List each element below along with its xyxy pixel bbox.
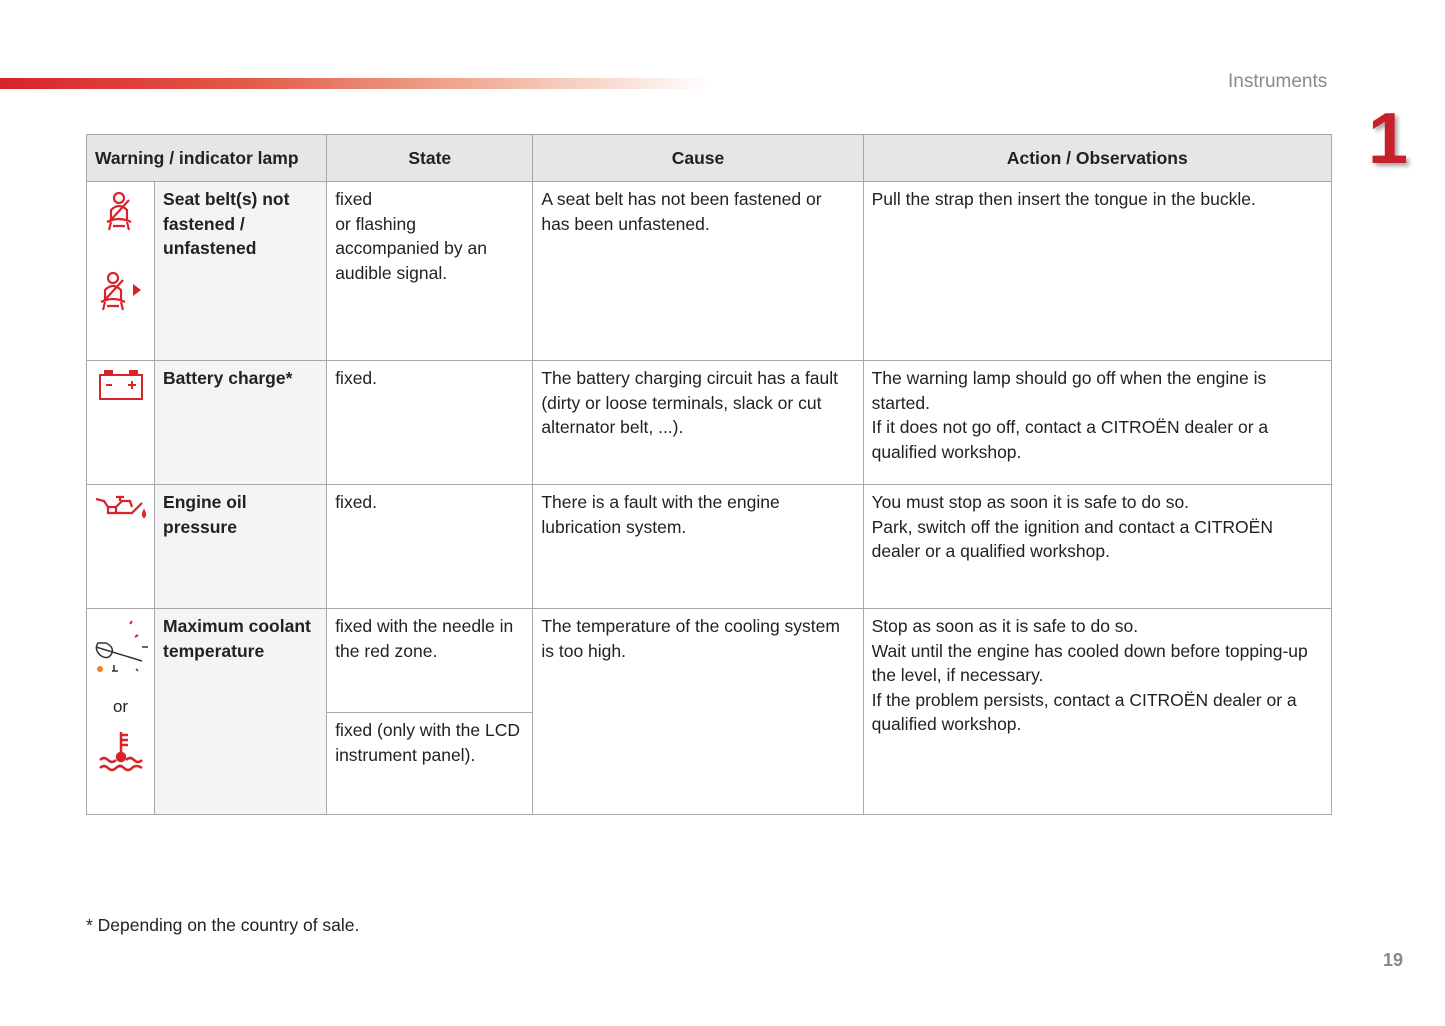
table-row <box>87 485 1332 609</box>
state-cell: fixed with the needle in the red zone. <box>327 609 533 713</box>
column-header: Warning / indicator lamp <box>87 135 327 182</box>
oil-can-icon <box>94 493 148 521</box>
state-cell: fixed or flashing accompanied by an audible signal. <box>327 182 533 361</box>
lamp-name: Maximum coolant temperature <box>155 609 327 815</box>
lamp-name: Engine oil pressure <box>155 485 327 609</box>
state-cell: fixed. <box>327 485 533 609</box>
page-number: 19 <box>1383 950 1404 970</box>
icon-cell <box>87 485 155 609</box>
table-row <box>87 361 1332 485</box>
seat-belt-icon <box>101 190 141 234</box>
seat-belt-arrow-icon <box>95 270 147 314</box>
action-cell: You must stop as soon it is safe to do so. Park, switch off the ignition and contact a CITROËN dealer or a qualified workshop. <box>863 485 1331 609</box>
coolant-temperature-icon <box>98 730 144 772</box>
icon-cell <box>87 182 155 361</box>
cause-cell: A seat belt has not been fastened or has been unfastened. <box>533 182 863 361</box>
action-cell: Stop as soon as it is safe to do so. Wait until the engine has cooled down before topping-up the level, if necessary. If the problem persists, contact a CITROËN dealer or a qualified workshop. <box>863 609 1331 815</box>
lamp-name: Battery charge* <box>155 361 327 485</box>
column-header: State <box>327 135 533 182</box>
lamp-name: Seat belt(s) not fastened / unfastened <box>155 182 327 361</box>
icon-cell <box>87 609 155 815</box>
icon-cell <box>87 361 155 485</box>
column-header: Action / Observations <box>863 135 1331 182</box>
cause-cell: The battery charging circuit has a fault (dirty or loose terminals, slack or cut alternator belt, ...). <box>533 361 863 485</box>
state-cell: fixed. <box>327 361 533 485</box>
cause-cell: The temperature of the cooling system is too high. <box>533 609 863 815</box>
temperature-gauge-icon <box>92 617 150 677</box>
action-cell: The warning lamp should go off when the engine is started. If it does not go off, contact a CITROËN dealer or a qualified workshop. <box>863 361 1331 485</box>
table-row <box>87 609 1332 713</box>
or-label: or <box>112 697 129 716</box>
footnote: * Depending on the country of sale. <box>86 915 360 935</box>
cause-cell: There is a fault with the engine lubrication system. <box>533 485 863 609</box>
action-cell: Pull the strap then insert the tongue in the buckle. <box>863 182 1331 361</box>
chapter-number: 1 <box>1368 99 1409 179</box>
warning-lamps-table <box>86 134 1332 815</box>
battery-icon <box>98 369 144 401</box>
column-header: Cause <box>533 135 863 182</box>
section-title: Instruments <box>1228 71 1328 92</box>
header-gradient-bar <box>0 78 710 89</box>
state-cell: fixed (only with the LCD instrument panel). <box>327 713 533 815</box>
table-header <box>87 135 1332 182</box>
table-row <box>87 182 1332 361</box>
